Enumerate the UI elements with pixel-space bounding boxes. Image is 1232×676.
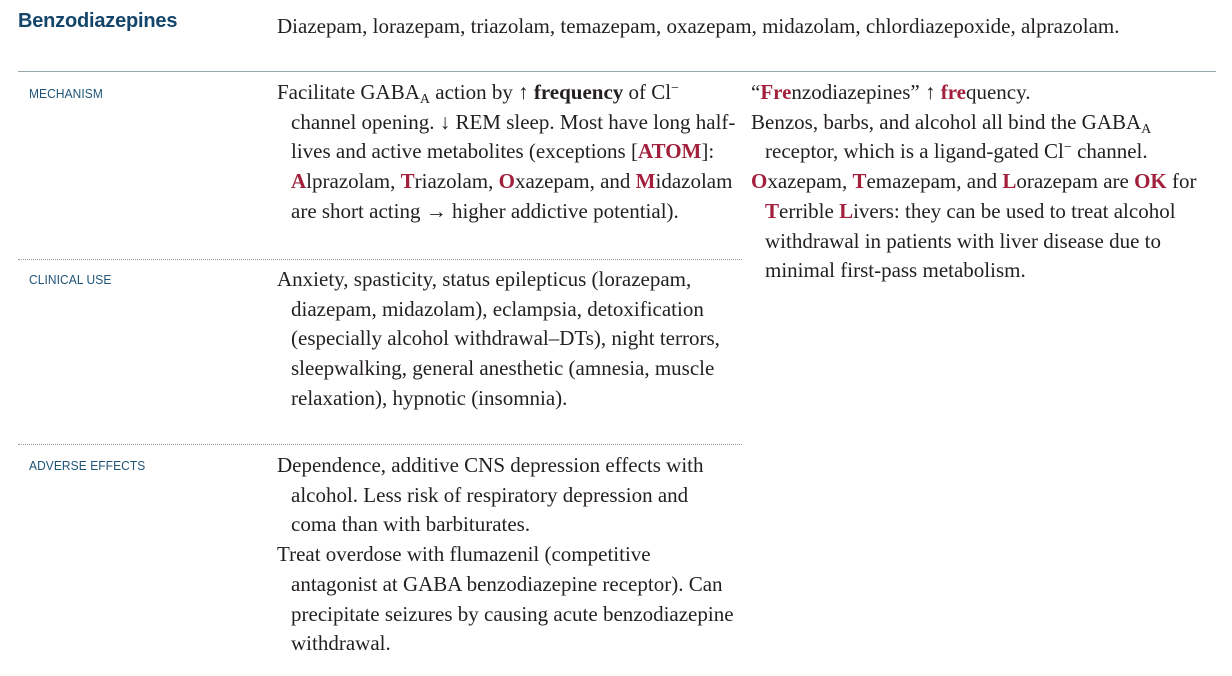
down-arrow-icon: ↓ — [439, 109, 451, 134]
up-arrow-icon: ↑ — [518, 80, 529, 104]
note-frenzodiazepines: “Frenzodiazepines” ↑ frequency. — [751, 80, 1031, 104]
drug-list: Diazepam, lorazepam, triazolam, temazepam, oxazepam, midazolam, chlordiazepoxide, alprazolam. — [277, 14, 1120, 38]
mechanism-label: MECHANISM — [29, 86, 103, 101]
mnemonic-notes — [751, 78, 1217, 286]
row-divider-1 — [18, 259, 742, 260]
header-rule — [18, 71, 1216, 72]
up-arrow-icon: ↑ — [924, 80, 936, 104]
clinical-use-text: Anxiety, spasticity, status epilepticus (lorazepam, diazepam, midazolam), eclampsia, detoxification (especially alcohol withdrawal–DTs), night terrors, sleepwalking, general anesthetic (amnesia, muscle relaxation), hypnotic (insomnia). — [277, 267, 720, 410]
adverse-effects-text: Dependence, additive CNS depression effects with alcohol. Less risk of respiratory depression and coma than with barbiturates. Treat overdose with flumazenil (competitive antagonist at GABA benzodiazepine receptor). Can precipitate seizures by causing acute benzodiazepine withdrawal. — [277, 453, 734, 656]
section-title: Benzodiazepines — [18, 10, 178, 32]
adverse-effects-label: ADVERSE EFFECTS — [29, 458, 146, 473]
note-otl-livers: Oxazepam, Temazepam, and Lorazepam are OK for Terrible Livers: they can be used to treat alcohol withdrawal in patients with liver disease due to minimal first-pass metabolism. — [751, 169, 1197, 283]
right-arrow-icon: → — [425, 198, 447, 223]
mechanism-text: Facilitate $GABA_A$ action by ↑ frequency of Cl− channel opening. ↓ REM sleep. Most have long half-lives and active metabolites (exceptions [ATOM]: Alprazolam, Triazolam, Oxazepam, and Midazolam are short acting → higher addictive potential). — [277, 80, 736, 223]
note-gaba-binding: Benzos, barbs, and alcohol all bind the $GABA_A$ receptor, which is a ligand-gated Cl− channel. — [751, 109, 1152, 164]
row-divider-2 — [18, 444, 742, 445]
clinical-use-label: CLINICAL USE — [29, 272, 112, 287]
